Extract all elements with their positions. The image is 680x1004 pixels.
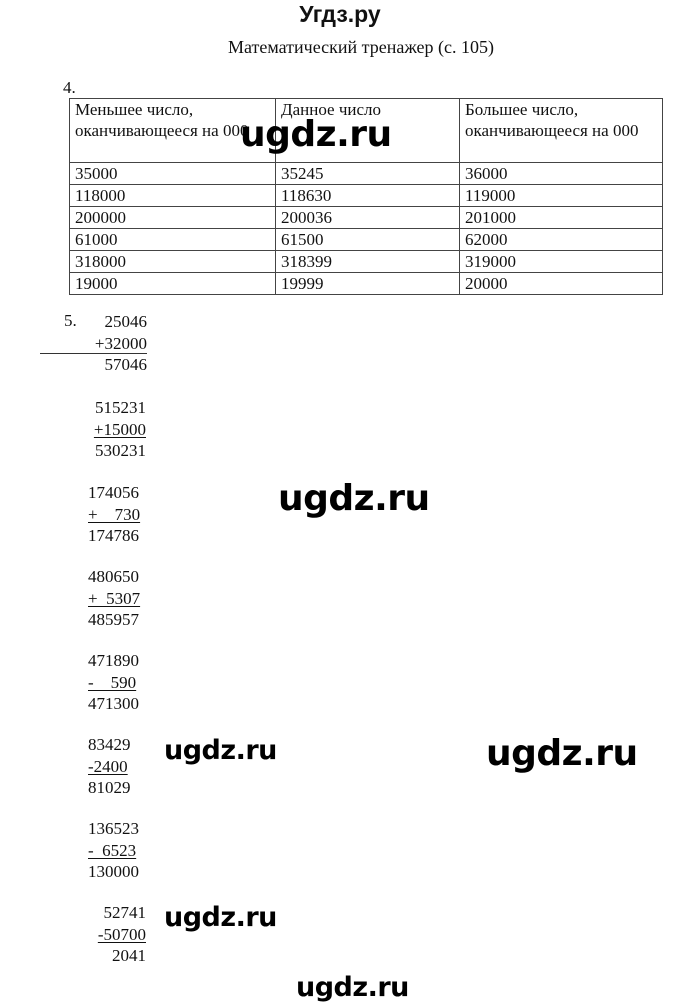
table-cell: 36000 bbox=[460, 163, 663, 185]
table-row bbox=[70, 251, 663, 273]
table-cell: 200000 bbox=[70, 207, 276, 229]
task-4-number: 4. bbox=[63, 78, 76, 97]
operand-1: 52741 bbox=[103, 903, 146, 922]
result: 174786 bbox=[88, 526, 139, 545]
operand-1: 471890 bbox=[88, 651, 139, 670]
operand-1: 83429 bbox=[88, 735, 131, 754]
operand-2: + 730 bbox=[88, 504, 141, 524]
operand-2: -50700 bbox=[97, 924, 146, 944]
watermark: ugdz.ru bbox=[296, 972, 409, 1003]
result: 471300 bbox=[88, 694, 139, 713]
table-cell: 35000 bbox=[70, 163, 276, 185]
calculation bbox=[88, 734, 144, 799]
table-row bbox=[70, 163, 663, 185]
table-row bbox=[70, 207, 663, 229]
operand-2: +15000 bbox=[93, 419, 146, 439]
table-cell: 62000 bbox=[460, 229, 663, 251]
table-row bbox=[70, 273, 663, 295]
operand-2: - 590 bbox=[88, 672, 137, 692]
table-cell: 19000 bbox=[70, 273, 276, 295]
watermark: ugdz.ru bbox=[486, 733, 638, 774]
table-cell: 118630 bbox=[276, 185, 460, 207]
watermark: ugdz.ru bbox=[164, 902, 277, 933]
table-cell: 119000 bbox=[460, 185, 663, 207]
table-cell: 61500 bbox=[276, 229, 460, 251]
calculation bbox=[80, 311, 147, 376]
result: 530231 bbox=[95, 441, 146, 460]
operand-1: 174056 bbox=[88, 483, 139, 502]
table-cell: 19999 bbox=[276, 273, 460, 295]
calculation bbox=[88, 566, 144, 631]
calculation bbox=[88, 482, 144, 547]
table-cell: 319000 bbox=[460, 251, 663, 273]
table-cell: 201000 bbox=[460, 207, 663, 229]
operand-1: 136523 bbox=[88, 819, 139, 838]
operand-2: +32000 bbox=[94, 333, 147, 353]
table-cell: 318000 bbox=[70, 251, 276, 273]
watermark: ugdz.ru bbox=[278, 478, 430, 519]
watermark: ugdz.ru bbox=[240, 114, 392, 155]
header-cell: Данное число bbox=[276, 99, 460, 163]
operand-2: - 6523 bbox=[88, 840, 137, 860]
watermark: ugdz.ru bbox=[164, 735, 277, 766]
table-row bbox=[70, 229, 663, 251]
operand-1: 480650 bbox=[88, 567, 139, 586]
table-cell: 61000 bbox=[70, 229, 276, 251]
table-row bbox=[70, 185, 663, 207]
page-subtitle: Математический тренажер (с. 105) bbox=[228, 37, 495, 57]
operand-2: + 5307 bbox=[88, 588, 141, 608]
result: 81029 bbox=[88, 778, 131, 797]
header-cell: Большее число, оканчивающееся на 000 bbox=[460, 99, 663, 163]
operand-1: 25046 bbox=[104, 312, 147, 331]
result: 485957 bbox=[88, 610, 139, 629]
header-cell: Меньшее число, оканчивающееся на 000 bbox=[70, 99, 276, 163]
calculation bbox=[88, 818, 146, 883]
table-cell: 200036 bbox=[276, 207, 460, 229]
table-cell: 35245 bbox=[276, 163, 460, 185]
table-cell: 318399 bbox=[276, 251, 460, 273]
table-cell: 118000 bbox=[70, 185, 276, 207]
calculation bbox=[88, 397, 146, 462]
table-cell: 20000 bbox=[460, 273, 663, 295]
task-5-number: 5. bbox=[64, 311, 77, 330]
result: 57046 bbox=[104, 355, 147, 374]
result: 2041 bbox=[112, 946, 146, 965]
operand-2: -2400 bbox=[88, 756, 128, 776]
result: 130000 bbox=[88, 862, 139, 881]
calculation bbox=[88, 902, 146, 967]
operand-1: 515231 bbox=[95, 398, 146, 417]
calculation bbox=[88, 650, 144, 715]
site-title: Угдз.ру bbox=[299, 1, 381, 27]
